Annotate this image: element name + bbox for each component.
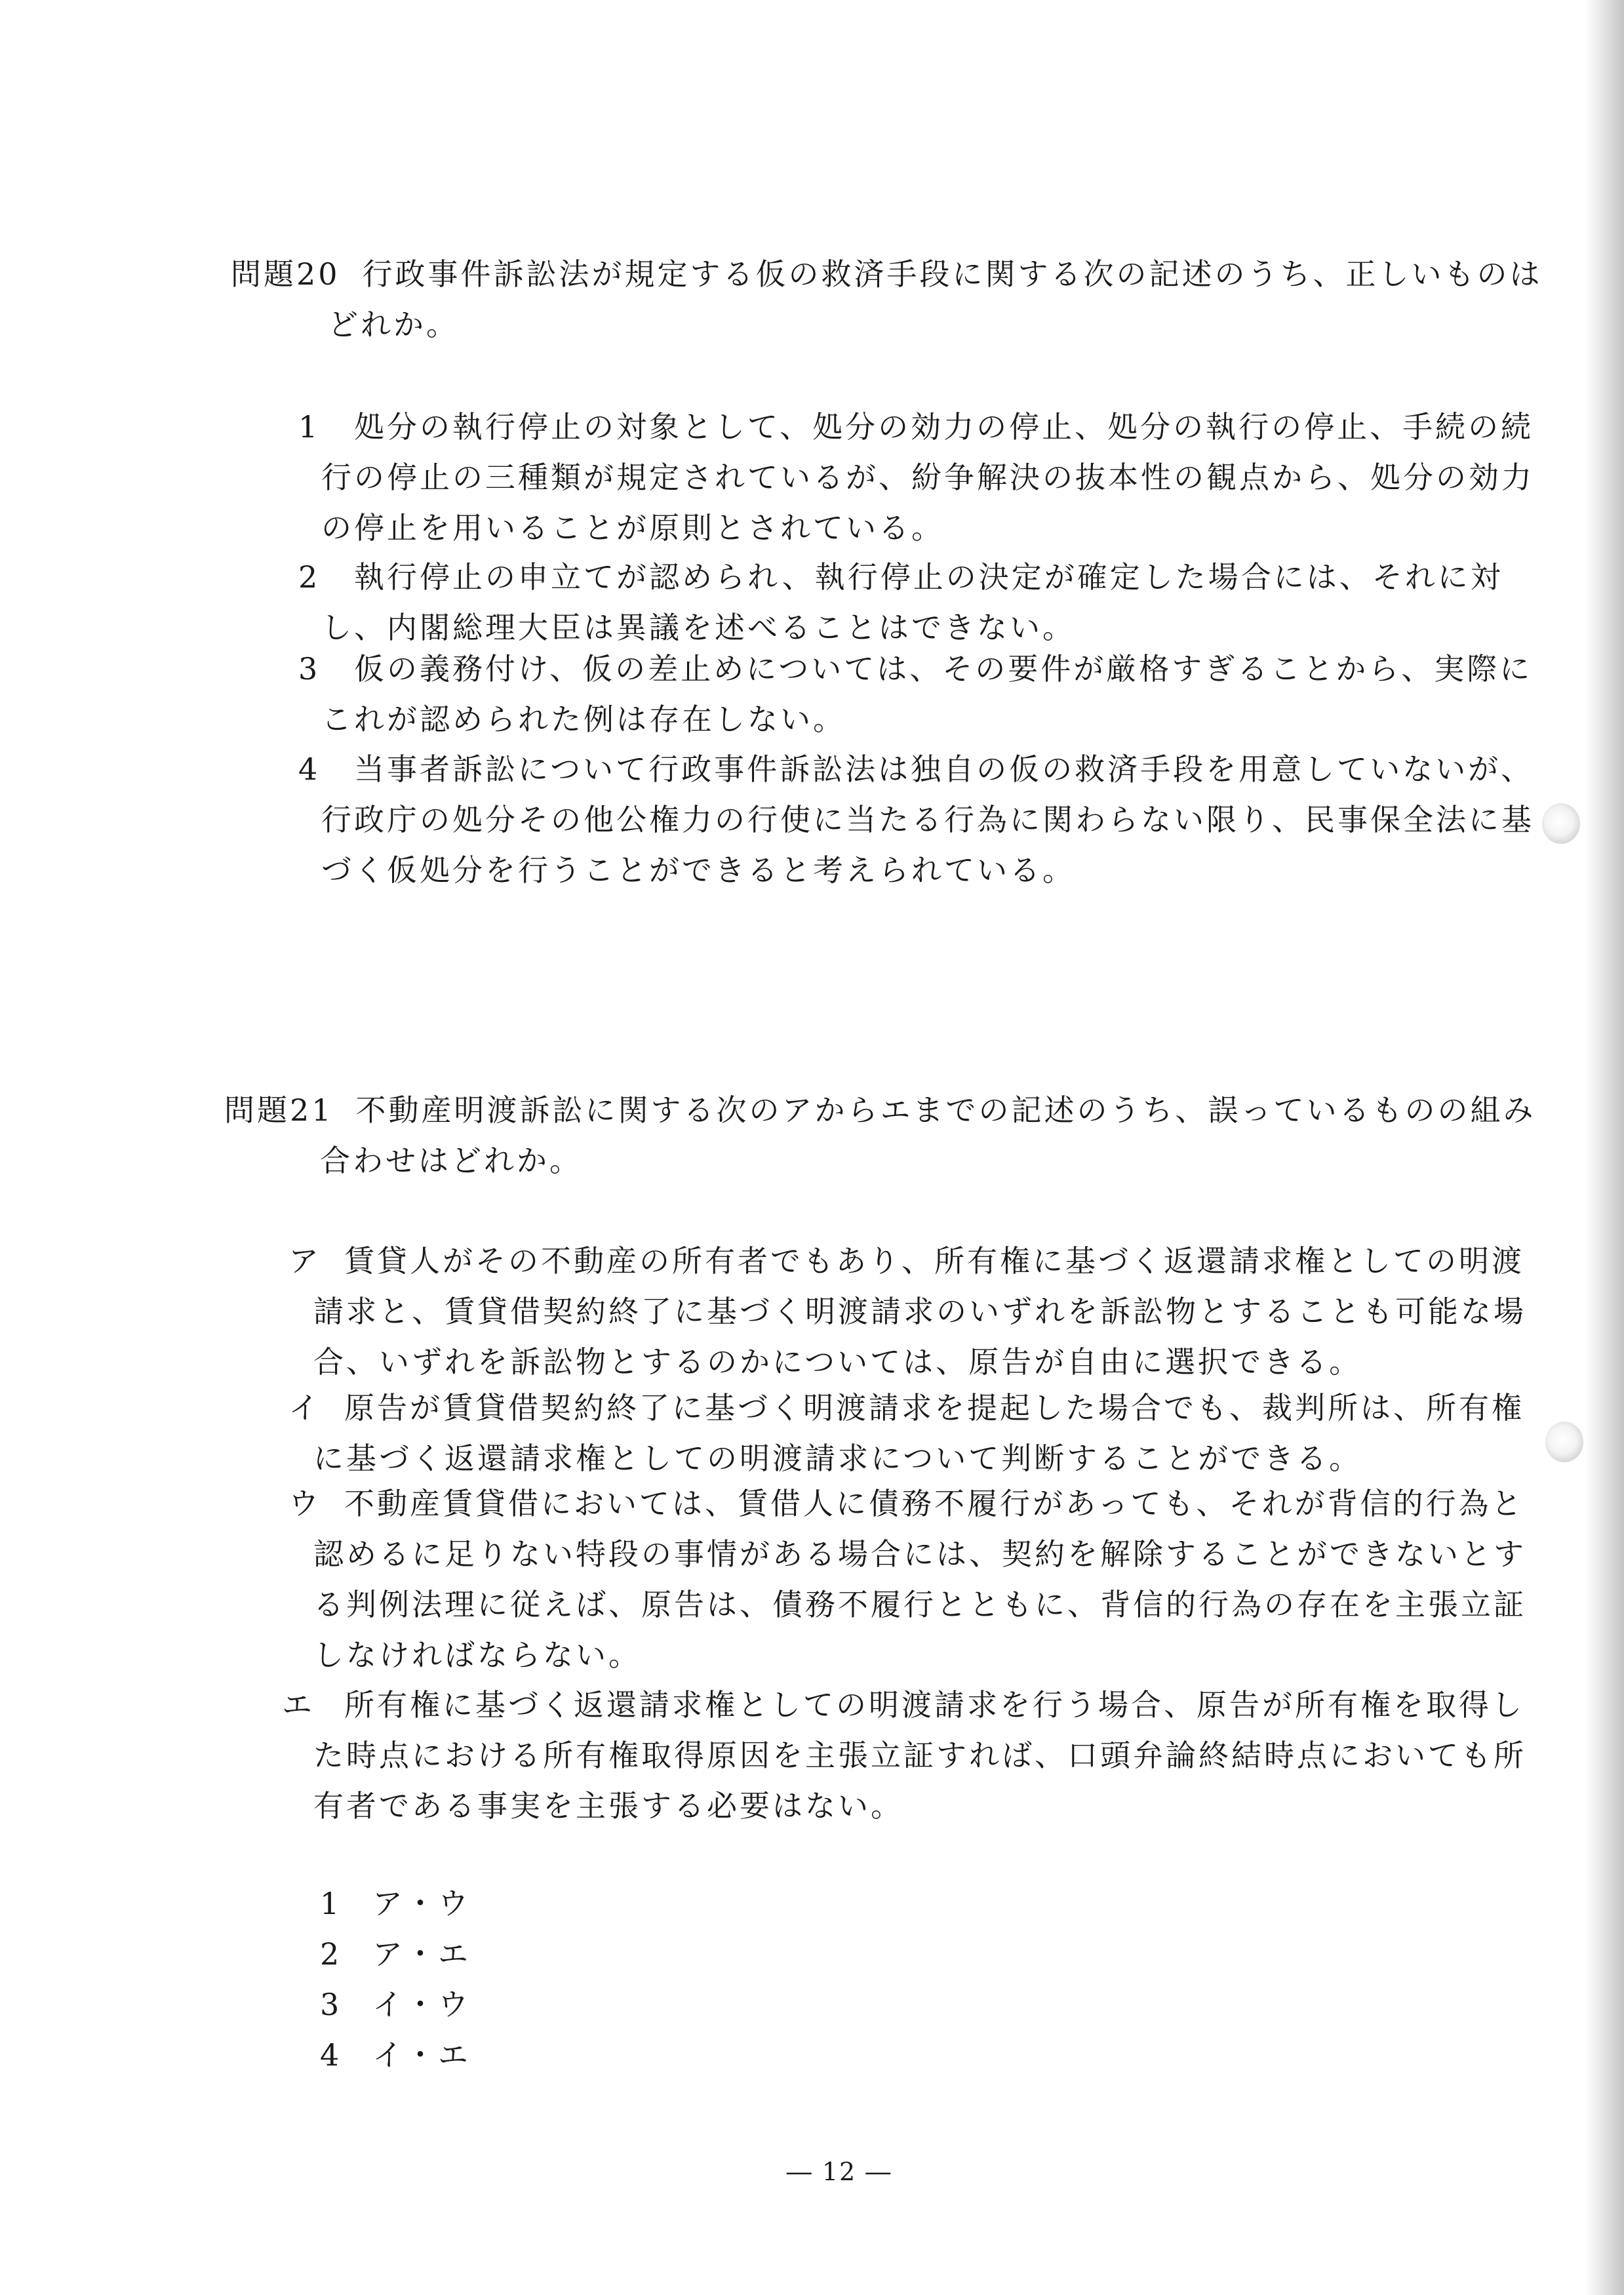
q21-choice-2 [320,1928,471,1980]
q20-option-3-number: 3 [298,651,321,687]
page-edge-shadow [1585,0,1624,2295]
q21-statement-a-line: 賃貸人がその不動産の所有者でもあり、所有権に基づく返還請求権としての明渡 [344,1243,1524,1279]
q21-choice-text: ア・ウ [372,1886,471,1921]
q21-statement-a-line: 合、いずれを訴訟物とするのかについては、原告が自由に選択できる。 [313,1344,1362,1380]
q20-option-4-line: 行政庁の処分その他公権力の行使に当たる行為に関わらない限り、民事保全法に基 [321,802,1534,837]
q20-option-1-line: 処分の執行停止の対象として、処分の効力の停止、処分の執行の停止、手続の続 [354,409,1534,445]
question-21-stem-line-1 [224,1085,1536,1136]
q21-statement-e-line: 所有権に基づく返還請求権としての明渡請求を行う場合、原告が所有権を取得し [344,1687,1524,1723]
q21-statement-a-line: 請求と、賃貸借契約終了に基づく明渡請求のいずれを訴訟物とすることも可能な場 [313,1294,1526,1329]
q21-choice-number: 3 [320,1987,342,2022]
q21-statement-u-line: 認めるに足りない特段の事情がある場合には、契約を解除することができないとす [313,1536,1526,1572]
question-20-number: 問題20 [231,256,340,292]
punch-hole-bottom [1545,1422,1583,1462]
q21-choice-text: ア・エ [372,1936,471,1972]
punch-hole-top [1542,803,1580,844]
question-20-stem-line-2: どれか。 [328,307,459,342]
question-21-number: 問題21 [224,1092,334,1128]
question-20-stem-line-1 [231,249,1543,300]
q21-choice-number: 4 [320,2037,342,2073]
q20-option-3-line: これが認められた例は存在しない。 [321,702,846,737]
page-number: ― 12 ― [786,2157,892,2186]
q20-option-4-number: 4 [298,751,321,787]
q20-option-1-line: の停止を用いることが原則とされている。 [321,510,944,546]
q21-statement-u-line: 不動産賃貸借においては、賃借人に債務不履行があっても、それが背信的行為と [344,1486,1524,1521]
q21-choice-4 [320,2029,471,2081]
q21-statement-e-line: 有者である事実を主張する必要はない。 [313,1788,903,1824]
q20-option-4-line: 当事者訴訟について行政事件訴訟法は独自の仮の救済手段を用意していないが、 [354,751,1534,787]
q21-statement-u-line: る判例法理に従えば、原告は、債務不履行とともに、背信的行為の存在を主張立証 [313,1587,1526,1622]
q21-choice-3 [320,1979,471,2030]
q21-statement-i-label: イ [288,1390,321,1426]
q21-statement-e-line: た時点における所有権取得原因を主張立証すれば、口頭弁論終結時点においても所 [313,1738,1526,1773]
q20-option-4-line: づく仮処分を行うことができると考えられている。 [321,852,1075,888]
q20-option-2-line: 執行停止の申立てが認められ、執行停止の決定が確定した場合には、それに対 [354,559,1503,595]
question-20-stem-text: 行政事件訴訟法が規定する仮の救済手段に関する次の記述のうち、正しいものは [362,256,1543,292]
q21-choice-text: イ・エ [372,2037,471,2073]
q21-statement-i-line: 原告が賃貸借契約終了に基づく明渡請求を提起した場合でも、裁判所は、所有権 [344,1390,1524,1426]
q21-statement-e-label: エ [282,1687,315,1723]
q21-choice-text: イ・ウ [372,1987,471,2022]
question-21-stem-text: 不動産明渡訴訟に関する次のアからエまでの記述のうち、誤っているものの組み [355,1092,1536,1128]
q21-choice-number: 1 [320,1886,342,1921]
q20-option-1-number: 1 [298,409,321,445]
q21-choice-1 [320,1878,471,1929]
q21-statement-a-label: ア [288,1243,321,1279]
q21-choice-number: 2 [320,1936,342,1972]
q21-statement-u-label: ウ [288,1486,321,1521]
question-21-stem-line-2: 合わせはどれか。 [320,1143,582,1178]
q21-statement-u-line: しなければならない。 [313,1637,641,1673]
q20-option-2-line: し、内閣総理大臣は異議を述べることはできない。 [321,610,1075,645]
q21-statement-i-line: に基づく返還請求権としての明渡請求について判断することができる。 [313,1441,1362,1476]
q20-option-1-line: 行の停止の三種類が規定されているが、紛争解決の抜本性の観点から、処分の効力 [321,460,1534,495]
q20-option-3-line: 仮の義務付け、仮の差止めについては、その要件が厳格すぎることから、実際に [354,651,1533,687]
q20-option-2-number: 2 [298,559,321,595]
